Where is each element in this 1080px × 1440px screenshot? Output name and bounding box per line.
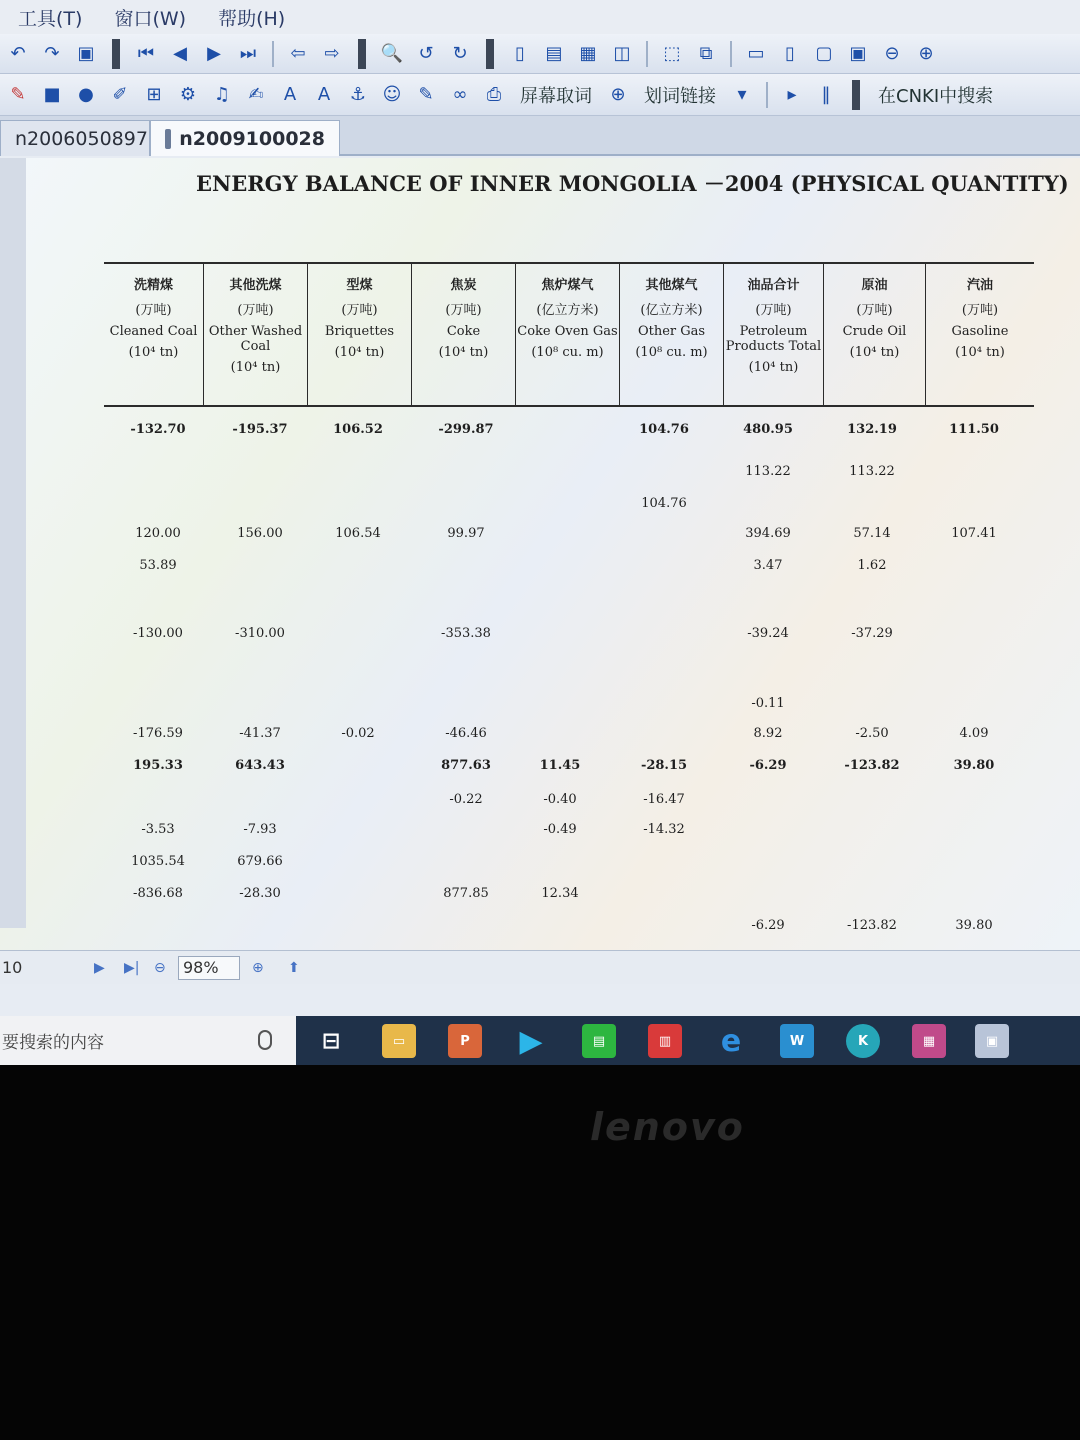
cnki-search-button[interactable]: 在CNKI中搜索 bbox=[878, 85, 994, 107]
select-tool-icon[interactable]: ⬚ bbox=[663, 43, 681, 64]
table-cell: 11.45 bbox=[539, 758, 581, 773]
table-cell: -6.29 bbox=[751, 918, 785, 933]
column-header-unit-en: (10⁴ tn) bbox=[955, 345, 1005, 360]
column-header-en: Coke bbox=[446, 324, 481, 339]
table-cell: 156.00 bbox=[237, 526, 283, 541]
column-header-unit-en: (10⁸ cu. m) bbox=[531, 345, 604, 360]
edit-note-icon[interactable]: ✐ bbox=[112, 84, 128, 105]
fit-page-icon[interactable]: ▭ bbox=[747, 43, 765, 64]
status-bar bbox=[0, 950, 1080, 984]
previous-page-icon[interactable]: ◀ bbox=[173, 43, 187, 64]
tab-label: n2006050897 bbox=[15, 127, 148, 150]
column-header-cn: 汽油 bbox=[966, 278, 993, 293]
column-header-unit-en: (10⁴ tn) bbox=[748, 360, 799, 375]
column-header-cn: 其他煤气 bbox=[645, 278, 698, 293]
table-cell: 3.47 bbox=[753, 558, 783, 573]
tab-document-2[interactable] bbox=[150, 120, 340, 156]
toolbar-grip[interactable] bbox=[358, 39, 366, 69]
column-header bbox=[104, 264, 204, 405]
column-header-cn: 焦炭 bbox=[450, 278, 477, 293]
page-margin bbox=[0, 158, 26, 928]
column-header-unit-en: (10⁴ tn) bbox=[334, 345, 385, 360]
table-cell: -7.93 bbox=[243, 822, 277, 837]
single-page-icon[interactable]: ▯ bbox=[515, 43, 525, 64]
column-header-unit-cn: (亿立方米) bbox=[640, 303, 703, 318]
table-cell: 877.63 bbox=[441, 758, 491, 773]
continuous-page-icon[interactable]: ▤ bbox=[545, 43, 563, 64]
column-header-en: Other Washed Coal bbox=[208, 324, 303, 354]
iqiyi-icon[interactable]: ▤ bbox=[582, 1024, 616, 1058]
column-header bbox=[308, 264, 412, 405]
table-cell: 106.52 bbox=[333, 422, 383, 437]
column-header-unit-cn: (万吨) bbox=[341, 303, 378, 318]
table-cell: -0.22 bbox=[449, 792, 483, 807]
notes-icon[interactable]: ✎ bbox=[418, 84, 434, 105]
table-cell: 480.95 bbox=[743, 422, 793, 437]
attachment-icon[interactable]: ⚙ bbox=[179, 84, 197, 105]
last-page-icon[interactable]: ▶| bbox=[124, 959, 140, 976]
column-header-en: Petroleum Products Total bbox=[725, 324, 822, 354]
text-underline-icon[interactable]: A bbox=[317, 84, 331, 105]
archive-icon[interactable]: ▦ bbox=[912, 1024, 946, 1058]
table-cell: -836.68 bbox=[133, 886, 183, 901]
link-icon[interactable]: ⊕ bbox=[610, 84, 626, 105]
table-cell: 39.80 bbox=[953, 758, 995, 773]
table-cell: -14.32 bbox=[643, 822, 685, 837]
table-cell: 643.43 bbox=[235, 758, 285, 773]
table-cell: 394.69 bbox=[745, 526, 791, 541]
zoom-out-icon[interactable]: ⊖ bbox=[154, 959, 166, 976]
table-cell: 120.00 bbox=[135, 526, 181, 541]
table-cell: 111.50 bbox=[949, 422, 999, 437]
table-cell: -6.29 bbox=[749, 758, 787, 773]
kugou-icon[interactable]: K bbox=[846, 1024, 880, 1058]
menu-tools[interactable]: 工具(T) bbox=[18, 7, 83, 30]
up-arrow-icon[interactable]: ⬆ bbox=[288, 959, 300, 976]
first-page-icon[interactable]: ⏮ bbox=[137, 43, 155, 64]
column-header bbox=[204, 264, 308, 405]
undo-icon[interactable]: ↶ bbox=[10, 43, 26, 64]
column-header bbox=[412, 264, 516, 405]
document-tab-bar bbox=[0, 116, 1080, 156]
column-header-en: Coke Oven Gas bbox=[517, 324, 618, 339]
toolbar-grip[interactable] bbox=[852, 80, 860, 110]
column-header bbox=[824, 264, 926, 405]
column-header-en: Gasoline bbox=[951, 324, 1009, 339]
reader-app-icon[interactable]: ▣ bbox=[975, 1024, 1009, 1058]
forward-icon[interactable]: ⇨ bbox=[324, 43, 340, 64]
table-cell: -16.47 bbox=[643, 792, 685, 807]
pen-icon[interactable]: ✎ bbox=[10, 84, 26, 105]
column-header-en: Cleaned Coal bbox=[109, 324, 198, 339]
column-header-unit-en: (10⁴ tn) bbox=[128, 345, 179, 360]
table-cell: -123.82 bbox=[844, 758, 900, 773]
tab-document-1[interactable] bbox=[0, 120, 150, 156]
column-header-cn: 洗精煤 bbox=[133, 278, 173, 293]
table-cell: 107.41 bbox=[951, 526, 997, 541]
column-header-unit-cn: (亿立方米) bbox=[536, 303, 599, 318]
play-icon[interactable]: ▸ bbox=[787, 84, 797, 105]
anchor-icon[interactable]: ⚓ bbox=[349, 84, 367, 105]
column-header-cn: 焦炉煤气 bbox=[541, 278, 594, 293]
search-placeholder: 要搜索的内容 bbox=[2, 1033, 104, 1053]
toolbar-divider bbox=[766, 82, 768, 108]
column-header-en: Crude Oil bbox=[842, 324, 907, 339]
table-cell: 57.14 bbox=[853, 526, 891, 541]
table-cell: 4.09 bbox=[959, 726, 989, 741]
table-cell: 106.54 bbox=[335, 526, 381, 541]
table-cell: 39.80 bbox=[955, 918, 993, 933]
task-view-icon[interactable]: ⊟ bbox=[321, 1028, 341, 1054]
screen-capture-icon[interactable]: ⎙ bbox=[486, 84, 502, 105]
screen-capture-button[interactable]: 屏幕取词 bbox=[520, 85, 592, 107]
back-icon[interactable]: ⇦ bbox=[290, 43, 306, 64]
table-cell: -195.37 bbox=[232, 422, 288, 437]
fit-width-icon[interactable]: ▢ bbox=[815, 43, 833, 64]
column-header-unit-en: (10⁴ tn) bbox=[849, 345, 900, 360]
table-cell: -3.53 bbox=[141, 822, 175, 837]
copy-tool-icon[interactable]: ⧉ bbox=[699, 43, 713, 64]
links-icon[interactable]: ∞ bbox=[452, 84, 468, 105]
tab-label: n2009100028 bbox=[179, 127, 325, 150]
table-cell: -0.02 bbox=[341, 726, 375, 741]
table-cell: -130.00 bbox=[133, 626, 183, 641]
document-icon bbox=[165, 129, 171, 149]
menu-bar bbox=[0, 0, 1080, 34]
column-header-cn: 油品合计 bbox=[747, 278, 800, 293]
table-cell: 132.19 bbox=[847, 422, 897, 437]
taskbar-search-input[interactable] bbox=[0, 1016, 296, 1065]
table-cell: 113.22 bbox=[745, 464, 791, 479]
table-cell: -0.40 bbox=[543, 792, 577, 807]
column-header-unit-cn: (万吨) bbox=[237, 303, 274, 318]
table-cell: 8.92 bbox=[753, 726, 783, 741]
dictionary-icon[interactable]: ▥ bbox=[648, 1024, 682, 1058]
column-header-unit-cn: (万吨) bbox=[755, 303, 792, 318]
redo-icon[interactable]: ↷ bbox=[44, 43, 60, 64]
table-cell: -353.38 bbox=[441, 626, 491, 641]
pause-icon[interactable]: ‖ bbox=[821, 84, 831, 105]
two-page-icon[interactable]: ◫ bbox=[613, 43, 631, 64]
next-page-icon[interactable]: ▶ bbox=[94, 959, 105, 976]
table-cell: -37.29 bbox=[851, 626, 893, 641]
highlight-icon[interactable]: ✍ bbox=[248, 84, 264, 105]
page-number: 10 bbox=[2, 958, 23, 977]
table-cell: -299.87 bbox=[438, 422, 494, 437]
toolbar-divider bbox=[730, 41, 732, 67]
table-cell: 113.22 bbox=[849, 464, 895, 479]
column-header-cn: 型煤 bbox=[346, 278, 373, 293]
table-cell: 12.34 bbox=[541, 886, 579, 901]
table-cell: -0.49 bbox=[543, 822, 577, 837]
actual-size-icon[interactable]: ▣ bbox=[849, 43, 867, 64]
table-cell: 1035.54 bbox=[131, 854, 185, 869]
last-page-icon[interactable]: ⏭ bbox=[239, 43, 257, 64]
column-header-unit-cn: (万吨) bbox=[445, 303, 482, 318]
column-header bbox=[620, 264, 724, 405]
ellipse-icon[interactable]: ● bbox=[78, 84, 94, 105]
stamp-icon[interactable]: ⊞ bbox=[146, 84, 162, 105]
table-cell: -39.24 bbox=[747, 626, 789, 641]
table-cell: -0.11 bbox=[751, 696, 785, 711]
zoom-level[interactable]: 98% bbox=[178, 956, 240, 980]
zoom-in-icon[interactable]: ⊕ bbox=[252, 959, 264, 976]
column-header-unit-en: (10⁴ tn) bbox=[230, 360, 281, 375]
sound-icon[interactable]: ♫ bbox=[213, 84, 231, 105]
table-cell: 99.97 bbox=[447, 526, 485, 541]
toolbar-grip[interactable] bbox=[486, 39, 494, 69]
word-link-button[interactable]: 划词链接 bbox=[644, 85, 716, 107]
rotate-right-icon[interactable]: ↻ bbox=[452, 43, 468, 64]
page-title: ENERGY BALANCE OF INNER MONGOLIA －2004 (PHYSICAL QUANTITY) bbox=[196, 171, 1069, 196]
file-explorer-icon[interactable]: ▭ bbox=[382, 1024, 416, 1058]
table-cell: -28.30 bbox=[239, 886, 281, 901]
column-header-en: Other Gas bbox=[637, 324, 706, 339]
zoom-out-icon[interactable]: ⊖ bbox=[884, 43, 900, 64]
toolbar-divider bbox=[272, 41, 274, 67]
menu-window[interactable]: 窗口(W) bbox=[114, 7, 187, 30]
table-cell: 877.85 bbox=[443, 886, 489, 901]
video-player-icon[interactable]: ▶ bbox=[519, 1023, 543, 1059]
rotate-left-icon[interactable]: ↺ bbox=[418, 43, 434, 64]
table-cell: 1.62 bbox=[857, 558, 887, 573]
presentation-app-icon[interactable]: P bbox=[448, 1024, 482, 1058]
table-cell: -41.37 bbox=[239, 726, 281, 741]
table-header bbox=[104, 262, 1034, 407]
column-header-unit-cn: (万吨) bbox=[135, 303, 172, 318]
tools-toolbar bbox=[0, 74, 1080, 116]
next-page-icon[interactable]: ▶ bbox=[207, 43, 221, 64]
column-header bbox=[724, 264, 824, 405]
brand-logo: lenovo bbox=[590, 1105, 745, 1149]
table-cell: 679.66 bbox=[237, 854, 283, 869]
table-cell: -176.59 bbox=[133, 726, 183, 741]
text-color-icon[interactable]: A bbox=[283, 84, 297, 105]
zoom-in-icon[interactable]: ⊕ bbox=[918, 43, 934, 64]
wps-icon[interactable]: W bbox=[780, 1024, 814, 1058]
column-header-unit-cn: (万吨) bbox=[961, 303, 999, 318]
page-icon[interactable]: ▯ bbox=[785, 43, 795, 64]
table-cell: -123.82 bbox=[847, 918, 897, 933]
column-header-cn: 原油 bbox=[861, 278, 888, 293]
microphone-icon[interactable] bbox=[258, 1030, 272, 1050]
column-header bbox=[516, 264, 620, 405]
find-icon[interactable]: 🔍 bbox=[380, 43, 404, 64]
toolbar-divider bbox=[646, 41, 648, 67]
column-header-en: Briquettes bbox=[324, 324, 395, 339]
table-cell: -46.46 bbox=[445, 726, 487, 741]
table-cell: -132.70 bbox=[130, 422, 186, 437]
properties-icon[interactable]: ▣ bbox=[77, 43, 95, 64]
column-header-unit-en: (10⁸ cu. m) bbox=[635, 345, 708, 360]
menu-help[interactable]: 帮助(H) bbox=[218, 7, 286, 30]
user-icon[interactable]: ☺ bbox=[382, 84, 402, 105]
column-header bbox=[926, 264, 1034, 405]
column-header-unit-cn: (万吨) bbox=[856, 303, 893, 318]
facing-pages-icon[interactable]: ▦ bbox=[579, 43, 597, 64]
table-cell: 195.33 bbox=[133, 758, 183, 773]
taskbar bbox=[0, 1016, 1080, 1065]
navigation-toolbar bbox=[0, 34, 1080, 74]
table-cell: 104.76 bbox=[639, 422, 689, 437]
table-cell: -28.15 bbox=[640, 758, 688, 773]
edge-browser-icon[interactable]: e bbox=[720, 1023, 742, 1059]
column-header-cn: 其他洗煤 bbox=[229, 278, 282, 293]
dropdown-arrow-icon[interactable]: ▾ bbox=[737, 84, 747, 105]
table-cell: -310.00 bbox=[235, 626, 285, 641]
table-cell: 53.89 bbox=[139, 558, 177, 573]
laptop-bezel bbox=[0, 1065, 1080, 1440]
table-cell: -2.50 bbox=[855, 726, 889, 741]
table-cell: 104.76 bbox=[641, 496, 687, 511]
toolbar-grip[interactable] bbox=[112, 39, 120, 69]
column-header-unit-en: (10⁴ tn) bbox=[438, 345, 489, 360]
rectangle-icon[interactable]: ■ bbox=[43, 84, 61, 105]
